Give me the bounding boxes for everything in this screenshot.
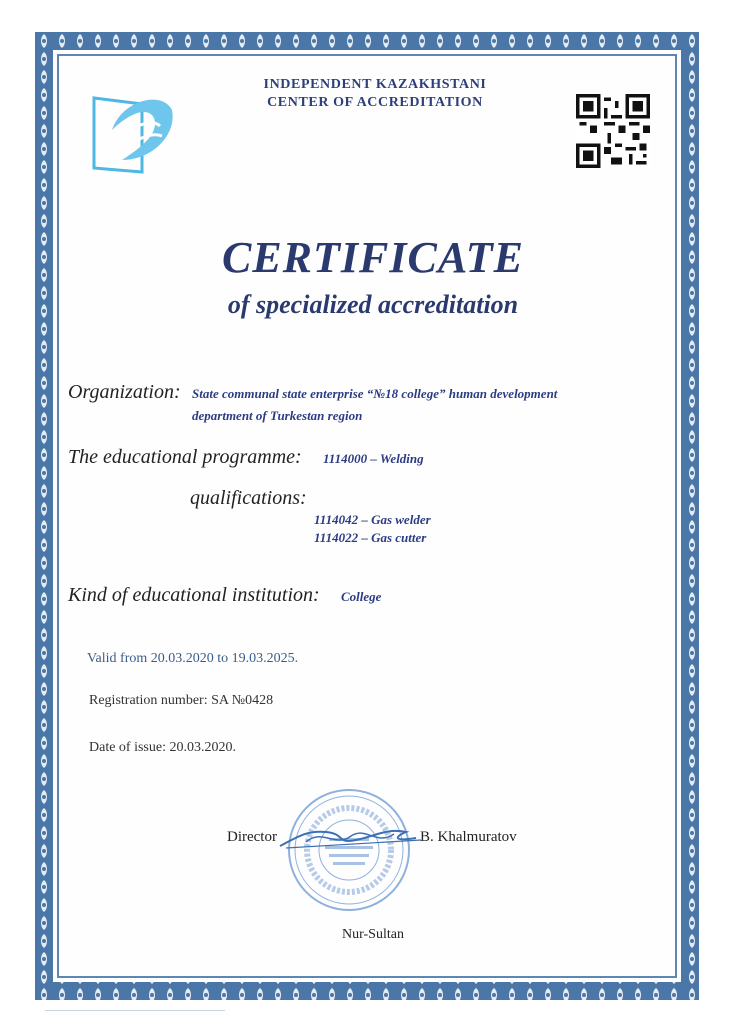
organization-value-line-1: State communal state enterprise “№18 college” human development [192,386,558,401]
issuer-name [230,76,520,112]
organization-label: Organization: [68,381,181,403]
qualifications-label: qualifications: [190,487,307,509]
institution-kind-label: Kind of educational institution: [68,584,320,606]
qualification-item: 1114042 – Gas welder [314,512,431,527]
certificate-title: CERTIFICATE [221,233,524,282]
issue-date: Date of issue: 20.03.2020. [89,740,236,755]
validity-period: Valid from 20.03.2020 to 19.03.2025. [87,651,299,666]
book-wave-logo-icon [82,80,182,180]
registration-number: Registration number: SA №0428 [89,693,274,708]
certificate-subtitle: of specialized accreditation [227,290,519,319]
director-label: Director [227,829,277,845]
director-signature-icon [276,818,426,858]
issue-city: Nur-Sultan [342,927,404,942]
issuer-line-1: INDEPENDENT KAZAKHSTANI [263,77,487,92]
organization-value-line-2: department of Turkestan region [192,408,363,423]
qr-code-icon [576,94,650,168]
director-name: B. Khalmuratov [420,829,517,845]
institution-kind-value: College [341,589,382,604]
issuer-line-2: CENTER OF ACCREDITATION [267,95,483,110]
programme-value: 1114000 – Welding [323,451,424,466]
page-edge-line [45,1010,225,1011]
qualification-item: 1114022 – Gas cutter [314,530,427,545]
programme-label: The educational programme: [68,446,302,468]
